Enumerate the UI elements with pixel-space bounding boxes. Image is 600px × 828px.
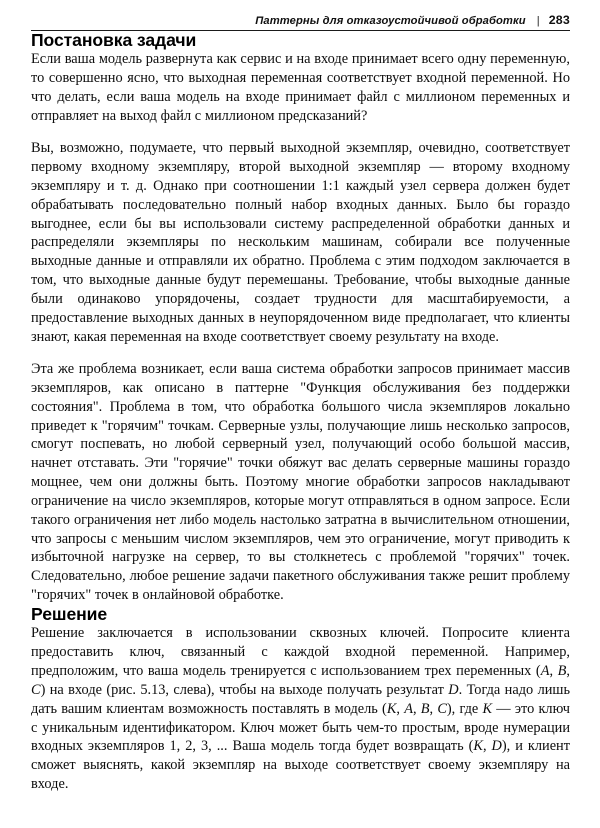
paragraph: Решение заключается в использовании сквозных ключей. Попросите клиента предоставить ключ, связанный с каждой входной переменной. Например, предположим, что ваша модель тренируется с использованием трех переменных (A, B, C) на входе (рис. 5.13, слева), чтобы на выходе получать результат D. Тогда надо лишь дать вашим клиентам возможность поставлять в модель (K, A, B, C), где K — это ключ с уникальным идентификатором. Ключ может быть чем-то простым, вроде нумерации входных экземпляров 1, 2, 3, ... Ваша модель тогда будет возвращать (K, D), и клиент сможет выяснять, какой экземпляр на выходе соответствует своему экземпляру на входе. [31, 625, 571, 793]
paragraph: Вы, возможно, подумаете, что первый выходной экземпляр, очевидно, соответствует первому входному экземпляру, второй выходной экземпляр — второму входному экземпляру и т. д. Однако при соотношении 1:1 каждый узел сервера должен будет обрабатывать последовательно полный набор входных данных. Было бы гораздо выгоднее, если бы вы использовали систему распределенной обработки данных и распределяли экземпляры по нескольким машинам, собирали все полученные выходные данные и отправляли их обратно. Проблема с этим подходом заключается в том, что выходные данные будут перемешаны. Требование, чтобы выходные данные были одинаково упорядочены, создает трудности для масштабируемости, а предоставление выходных данных в неупорядоченном виде предполагает, что клиенты знают, какая переменная на входе соответствует своему результату на входе. [31, 140, 570, 345]
section-heading-problem: Постановка задачи [31, 30, 197, 50]
page-number: 283 [548, 13, 570, 27]
paragraph: Если ваша модель развернута как сервис и на входе принимает всего одну переменную, то совершенно ясно, что выходная переменная соответствует входной переменной. Но что делать, если ваша модель на входе принимает файл с миллионом переменных и отправляет на выход файл с миллионом предсказаний? [31, 51, 570, 124]
section-heading-solution: Решение [31, 603, 108, 624]
running-head-title: Паттерны для отказоустойчивой обработки [255, 15, 526, 27]
paragraph: Эта же проблема возникает, если ваша система обработки запросов принимает массив экземпляров, как описано в паттерне "Функция обслуживания без поддержки состояния". Проблема в том, что обработка большого числа экземпляров локально приведет к "горячим" точкам. Серверные узлы, получающие лишь несколько запросов, смогут поспевать, но любой серверный узел, получающий особо большой массив, начнет отставать. Эти "горячие" точки обяжут вас делать серверные машины гораздо мощнее, чем они должны быть. Поэтому многие обработки запросов накладывают ограничение на число экземпляров, которые могут отправляться в одном запросе. Если такого ограничения нет либо модель настолько затратна в вычислительном отношении, что запросы с меньшим числом экземпляров, чем это ограничение, могут приводить к избыточной нагрузке на сервер, то вы столкнетесь с проблемой "горячих" точек. Следовательно, любое решение задачи пакетного обслуживания также решит проблему "горячих" точек в онлайновой обработке. [31, 361, 570, 604]
page-content-column [31, 0, 570, 794]
running-head-separator: | [536, 15, 540, 27]
running-head [31, 0, 570, 27]
